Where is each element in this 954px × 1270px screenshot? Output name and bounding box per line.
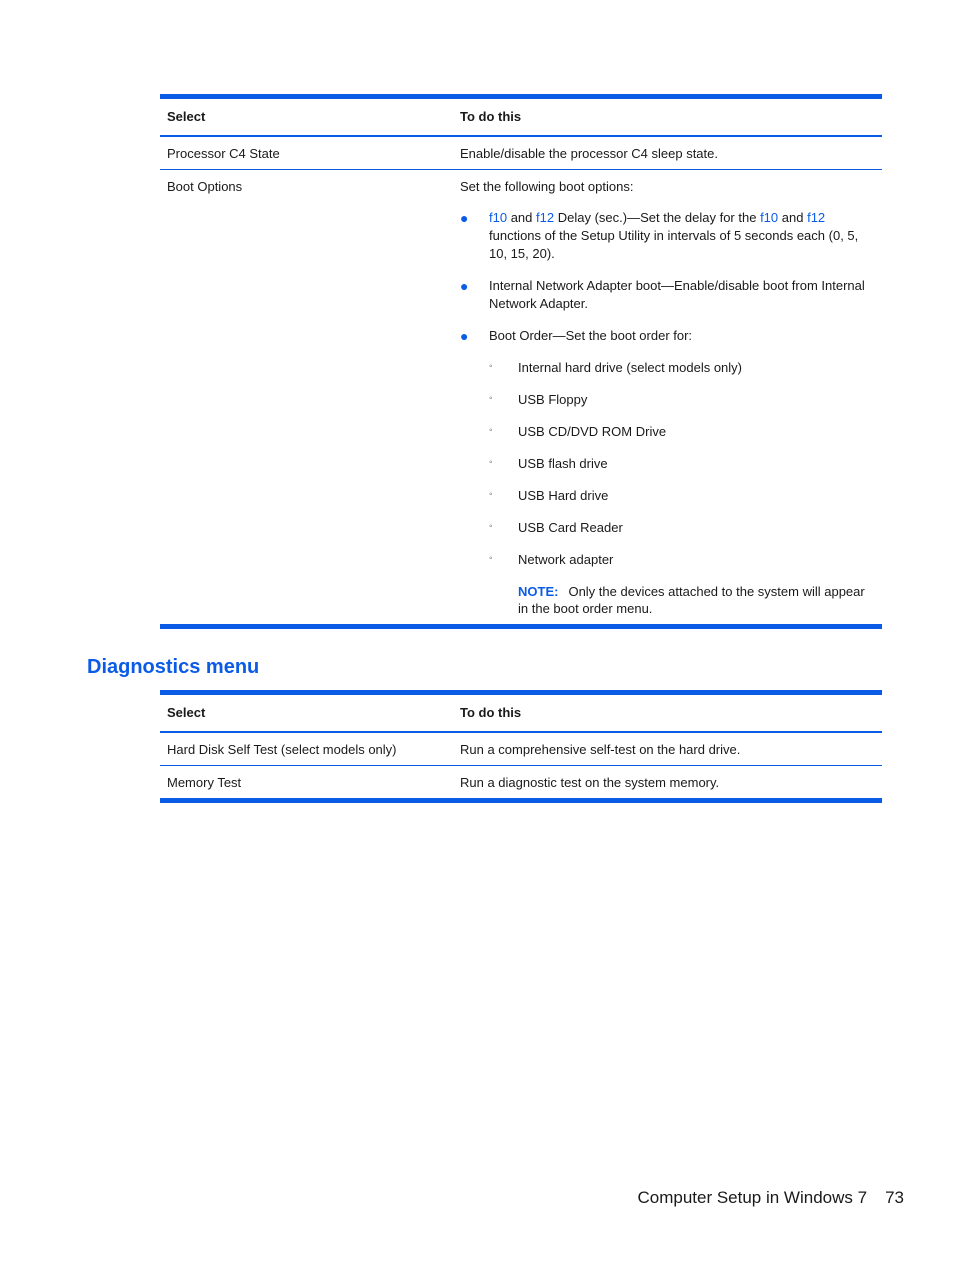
bullet-icon: ● [460, 328, 469, 344]
sub-item-text: Internal hard drive (select models only) [518, 360, 742, 375]
sub-list-item [460, 423, 870, 441]
header-select: Select [167, 109, 206, 124]
boot-options-table [160, 94, 882, 629]
table-row [160, 733, 882, 765]
row-select: Memory Test [167, 775, 242, 790]
sub-list-item [460, 391, 870, 409]
sub-list-item [460, 359, 870, 377]
boot-order-text: Boot Order—Set the boot order for: [489, 328, 693, 343]
footer-title: Computer Setup in Windows 7 [637, 1188, 868, 1207]
note [460, 583, 870, 617]
circle-bullet-icon: ◦ [489, 425, 493, 436]
sub-list-item [460, 551, 870, 569]
section-title: Diagnostics menu [87, 656, 260, 678]
key-f12: f12 [807, 210, 826, 225]
circle-bullet-icon: ◦ [489, 361, 493, 372]
table-bottom-rule [160, 798, 882, 803]
row-action: Enable/disable the processor C4 sleep state. [460, 146, 718, 161]
circle-bullet-icon: ◦ [489, 457, 493, 468]
text-and: and [510, 210, 533, 225]
row-action: Run a diagnostic test on the system memory. [460, 775, 720, 790]
sub-item-text: USB Hard drive [518, 488, 609, 503]
sub-list-item [460, 487, 870, 505]
table-row [160, 137, 882, 169]
sub-item-text: USB Card Reader [518, 520, 623, 535]
row-select: Processor C4 State [167, 146, 280, 161]
sub-list-item [460, 455, 870, 473]
list-item [460, 209, 870, 263]
circle-bullet-icon: ◦ [489, 489, 493, 500]
sub-item-text: Network adapter [518, 552, 614, 567]
row-select: Hard Disk Self Test (select models only) [167, 742, 397, 757]
row-action: Run a comprehensive self-test on the hard drive. [460, 742, 741, 757]
circle-bullet-icon: ◦ [489, 521, 493, 532]
list-item [460, 327, 870, 345]
table-header-row [160, 99, 882, 135]
list-item [460, 277, 870, 313]
text-and: and [781, 210, 804, 225]
header-todo: To do this [460, 109, 522, 124]
key-f12: f12 [536, 210, 555, 225]
row-action [460, 170, 882, 624]
circle-bullet-icon: ◦ [489, 553, 493, 564]
circle-bullet-icon: ◦ [489, 393, 493, 404]
key-f10: f10 [489, 210, 508, 225]
table-row [160, 766, 882, 798]
bullet-icon: ● [460, 278, 469, 294]
header-select: Select [167, 705, 206, 720]
note-text: Only the devices attached to the system will appear in the boot order menu. [518, 584, 865, 616]
page-footer [637, 1188, 904, 1208]
delay-text-2: functions of the Setup Utility in intervals of 5 seconds each (0, 5, 10, 15, 20). [489, 228, 859, 261]
table-row [160, 170, 882, 624]
note-label: NOTE: [518, 584, 559, 599]
boot-intro: Set the following boot options: [460, 179, 634, 194]
sub-item-text: USB CD/DVD ROM Drive [518, 424, 667, 439]
network-boot-text: Internal Network Adapter boot—Enable/disable boot from Internal Network Adapter. [489, 278, 865, 311]
key-f10: f10 [760, 210, 779, 225]
table-header-row [160, 695, 882, 731]
sub-item-text: USB flash drive [518, 456, 608, 471]
header-todo: To do this [460, 705, 522, 720]
sub-item-text: USB Floppy [518, 392, 588, 407]
diagnostics-table [160, 690, 882, 803]
bullet-icon: ● [460, 210, 469, 226]
delay-text: Delay (sec.)—Set the delay for the [557, 210, 757, 225]
page-number: 73 [885, 1188, 904, 1207]
row-select: Boot Options [167, 179, 243, 194]
sub-list-item [460, 519, 870, 537]
table-bottom-rule [160, 624, 882, 629]
